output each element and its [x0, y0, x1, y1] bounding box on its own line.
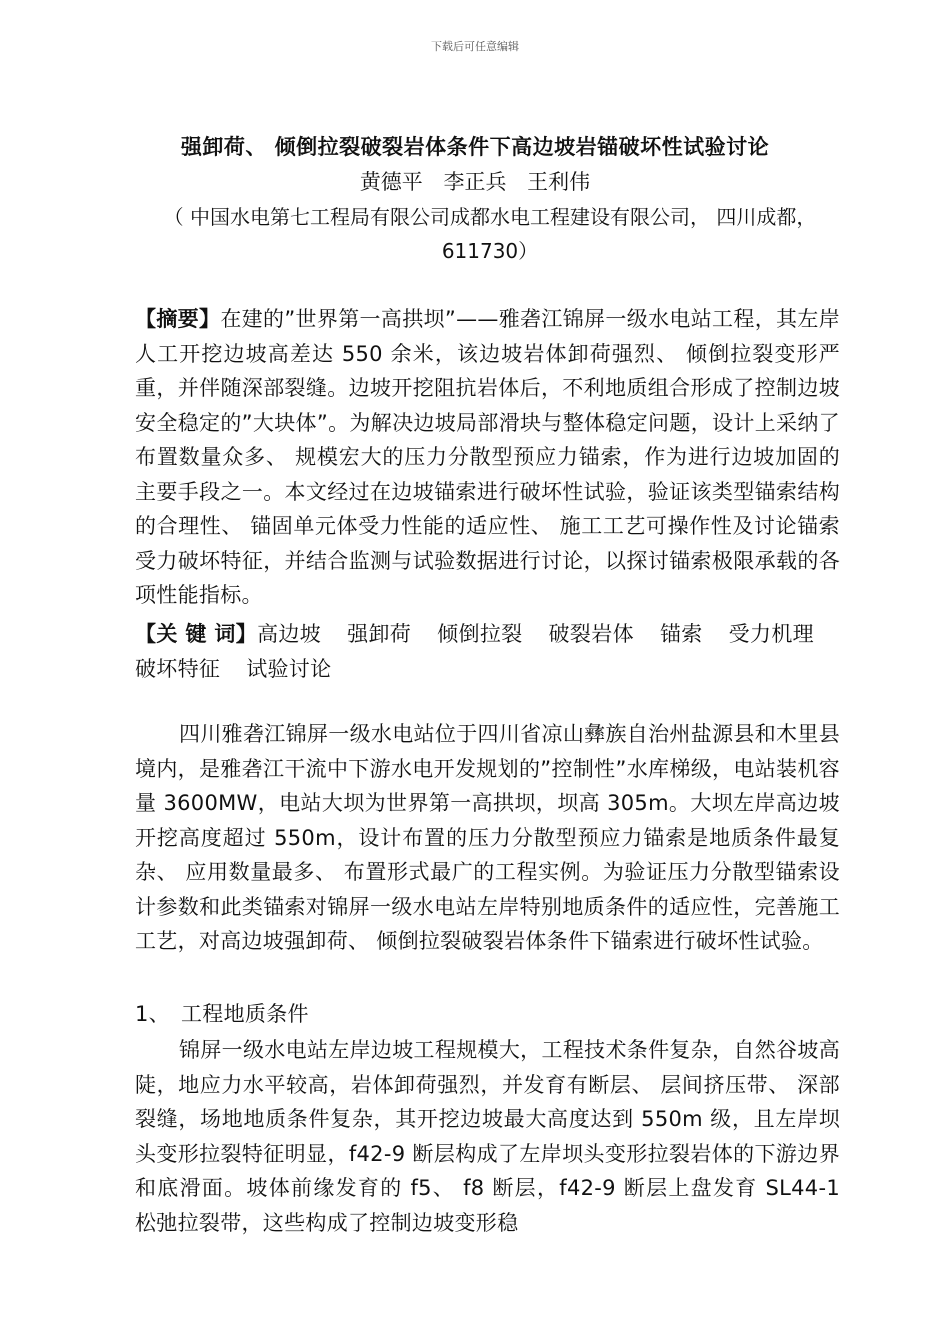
keywords	[135, 617, 840, 686]
section-number: 1、	[135, 1002, 170, 1026]
keyword: 破坏特征	[135, 656, 221, 681]
affiliation: （ 中国水电第七工程局有限公司成都水电工程建设有限公司， 四川成都， 611730）	[163, 205, 817, 263]
keyword: 破裂岩体	[548, 622, 634, 646]
header-note: 下载后可任意编辑	[431, 40, 519, 53]
section-paragraph: 锦屏一级水电站左岸边坡工程规模大，工程技术条件复杂，自然谷坡高陡，地应力水平较高，岩体卸荷强烈，并发育有断层、 层间挤压带、 深部裂缝，场地地质条件复杂，其开挖边坡最大高度达到 550m 级，且左岸坝头变形拉裂特征明显，f42-9 断层构成了左岸坝头变形拉裂岩体的下游边界和底滑面。坡体前缘发育的 f5、 f8 断层，f42-9 断层上盘发育 SL44-1 松弛拉裂带，这些构成了控制边坡变形稳	[135, 1038, 840, 1235]
intro-paragraph: 四川雅砻江锦屏一级水电站位于四川省凉山彝族自治州盐源县和木里县境内，是雅砻江干流中下游水电开发规划的”控制性”水库梯级，电站装机容量 3600MW，电站大坝为世界第一高拱坝，坝高 305m。大坝左岸高边坡开挖高度超过 550m，设计布置的压力分散型预应力锚索是地质条件最复杂、 应用数量最多、 布置形式最广的工程实例。为验证压力分散型锚索设计参数和此类锚索对锦屏一级水电站左岸特别地质条件的适应性，完善施工工艺，对高边坡强卸荷、 倾倒拉裂破裂岩体条件下锚索进行破坏性试验。	[135, 722, 840, 953]
section-heading	[135, 997, 840, 1032]
keyword: 锚索	[659, 622, 703, 646]
keyword: 试验讨论	[246, 656, 332, 681]
abstract	[135, 302, 840, 613]
keyword: 强卸荷	[347, 622, 412, 646]
section-title: 工程地质条件	[181, 1002, 309, 1026]
authors: 黄德平 李正兵 王利伟	[359, 170, 591, 194]
paper-title: 强卸荷、 倾倒拉裂破裂岩体条件下高边坡岩锚破坏性试验讨论	[180, 135, 770, 159]
keyword: 高边坡	[257, 622, 322, 646]
abstract-label: 【摘要】	[135, 307, 221, 331]
keyword: 倾倒拉裂	[437, 622, 523, 646]
keyword: 受力机理	[728, 622, 814, 646]
keywords-label: 【关 键 词】	[135, 622, 258, 646]
abstract-text: 在建的”世界第一高拱坝”——雅砻江锦屏一级水电站工程，其左岸人工开挖边坡高差达 550 余米，该边坡岩体卸荷强烈、 倾倒拉裂变形严重，并伴随深部裂缝。边坡开挖阻抗岩体后，不利地质组合形成了控制边坡安全稳定的”大块体”。为解决边坡局部滑块与整体稳定问题，设计上采纳了布置数量众多、 规模宏大的压力分散型预应力锚索，作为进行边坡加固的主要手段之一。本文经过在边坡锚索进行破坏性试验，验证该类型锚索结构的合理性、 锚固单元体受力性能的适应性、 施工工艺可操作性及讨论锚索受力破坏特征，并结合监测与试验数据进行讨论，以探讨锚索极限承载的各项性能指标。	[135, 307, 840, 607]
